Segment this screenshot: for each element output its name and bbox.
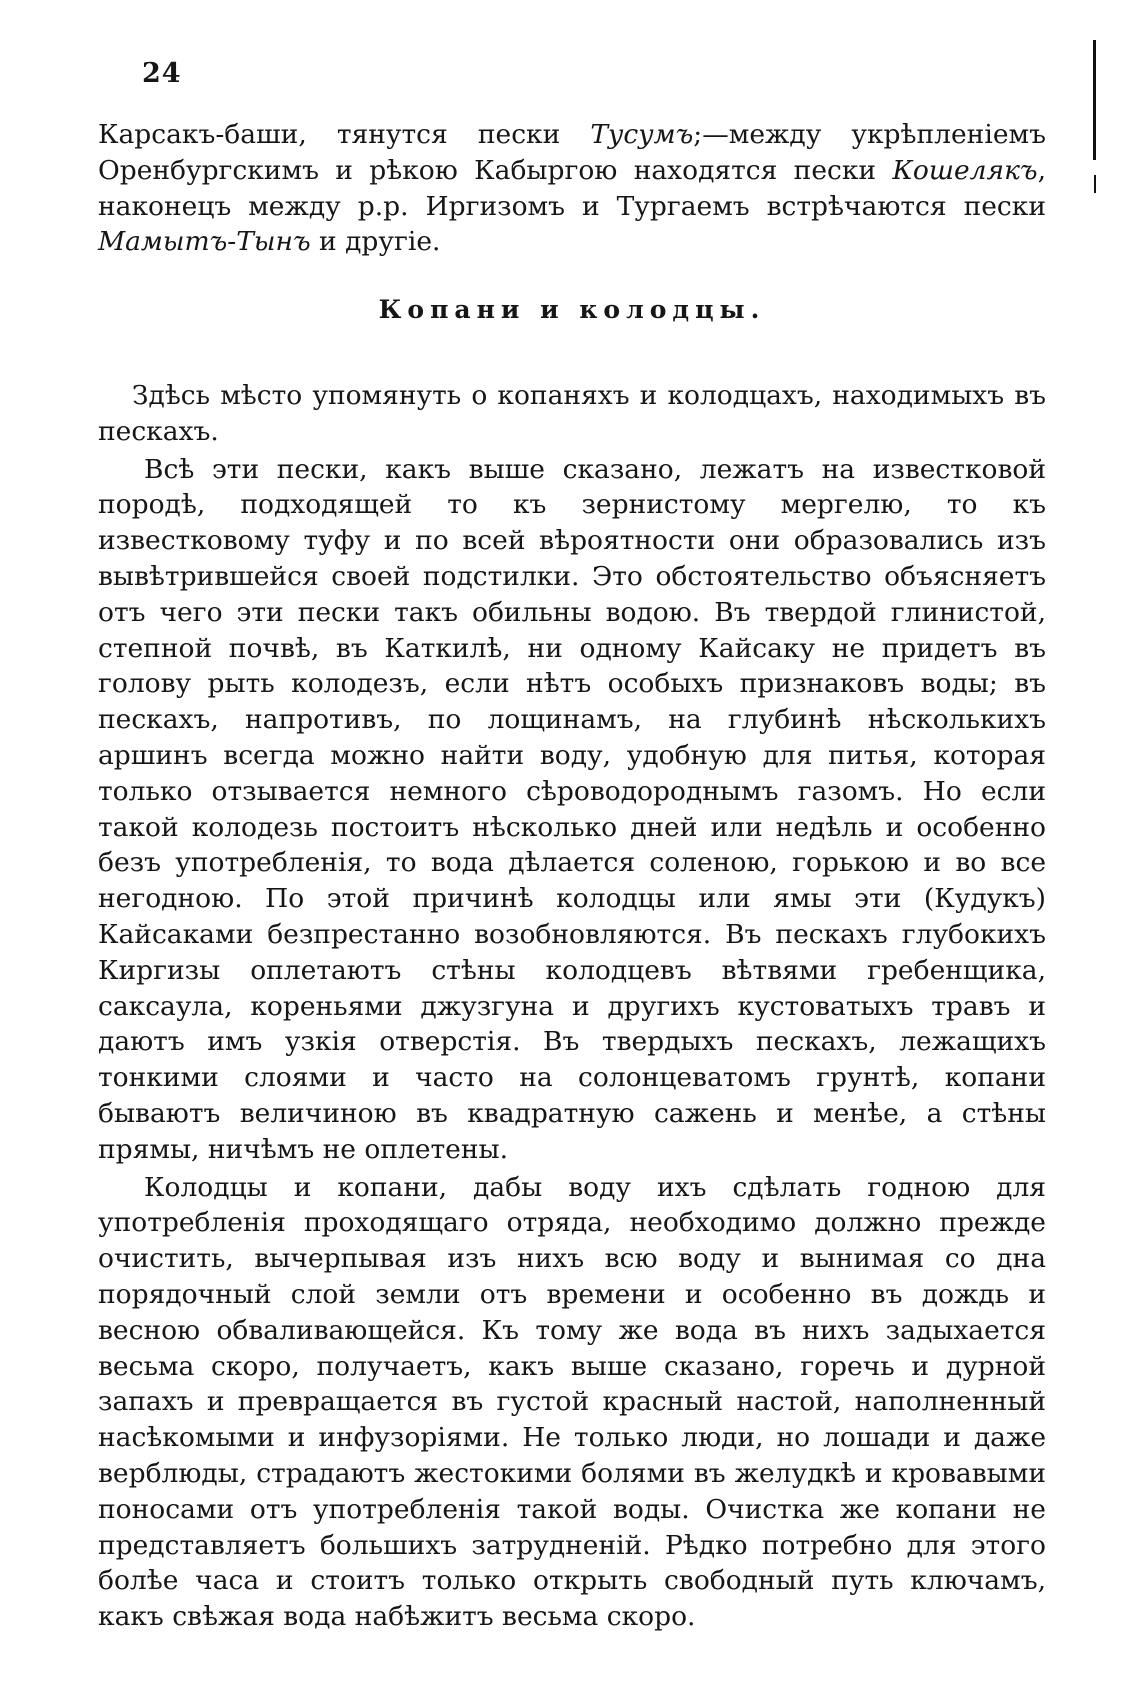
section-body (98, 378, 1046, 1635)
opening-text-part: и другіе. (310, 226, 441, 258)
paragraph: Здѣсь мѣсто упомянуть о копаняхъ и колодцахъ, находимыхъ въ пескахъ. (98, 380, 1046, 447)
section-heading: Копани и колодцы. (378, 295, 766, 324)
place-name-mamyt-tyn: Мамытъ-Тынъ (98, 226, 311, 258)
opening-paragraph (98, 117, 1046, 260)
opening-text-part: Карсакъ-баши, тянутся пески (98, 119, 591, 150)
page-edge-mark (1094, 175, 1096, 193)
page-edge-mark (1093, 40, 1096, 160)
paragraph: Колодцы и копани, дабы воду ихъ сдѣлать годною для употребленія проходящаго отряда, необходимо должно прежде очистить, вычерпывая изъ нихъ всю воду и вынимая со дна порядочный слой земли отъ времени и особенно въ дождь и весною обваливающейся. Къ тому же вода въ нихъ задыхается весьма скоро, получаетъ, какъ выше сказано, горечь и дурной запахъ и превращается въ густой красный настой, наполненный насѣкомыми и инфузоріями. Не только люди, но лошади и даже верблюды, страдаютъ жестокими болями въ желудкѣ и кровавыми поносами отъ употребленія такой воды. Очистка же копани не представляетъ большихъ затрудненій. Рѣдко потребно для этого болѣе часа и стоитъ только открыть свободный путь ключамъ, какъ свѣжая вода набѣжитъ весьма скоро. (98, 1171, 1046, 1633)
paragraph: Всѣ эти пески, какъ выше сказано, лежатъ на известковой породѣ, подходящей то къ зернистому мергелю, то къ известковому туфу и по всей вѣроятности они образовались изъ вывѣтрившейся своей подстилки. Это обстоятельство объясняетъ отъ чего эти пески такъ обильны водою. Въ твердой глинистой, степной почвѣ, въ Каткилѣ, ни одному Кайсаку не придетъ въ голову рыть колодезъ, если нѣтъ особыхъ признаковъ воды; въ пескахъ, напротивъ, по лощинамъ, на глубинѣ нѣсколькихъ аршинъ всегда можно найти воду, удобную для питья, которая только отзывается немного сѣроводороднымъ газомъ. Но если такой колодезь постоитъ нѣсколько дней или недѣль и особенно безъ употребленія, то вода дѣлается соленою, горькою и во все негодною. По этой причинѣ колодцы или ямы эти (Кудукъ) Кайсаками безпрестанно возобновляются. Въ пескахъ глубокихъ Киргизы оплетаютъ стѣны колодцевъ вѣтвями гребенщика, саксаула, кореньями джузгуна и другихъ кустоватыхъ травъ и даютъ имъ узкія отверстія. Въ твердыхъ пескахъ, лежащихъ тонкими слоями и часто на солонцеватомъ грунтѣ, копани бываютъ величиною въ квадратную сажень и менѣе, а стѣны прямы, ничѣмъ не оплетены. (98, 453, 1046, 1165)
opening-text (98, 117, 1046, 260)
opening-text-part: ;—между укрѣпленіемъ Оренбургскимъ и рѣкою Кабыргою находятся пески (98, 119, 1046, 186)
opening-text-part: , наконецъ между р.р. Иргизомъ и Тургаемъ встрѣчаются пески (98, 154, 1046, 222)
place-name-koshelyak: Кошелякъ (892, 154, 1038, 186)
page-number: 24 (142, 58, 182, 89)
place-name-tusum: Тусумъ (590, 119, 694, 150)
